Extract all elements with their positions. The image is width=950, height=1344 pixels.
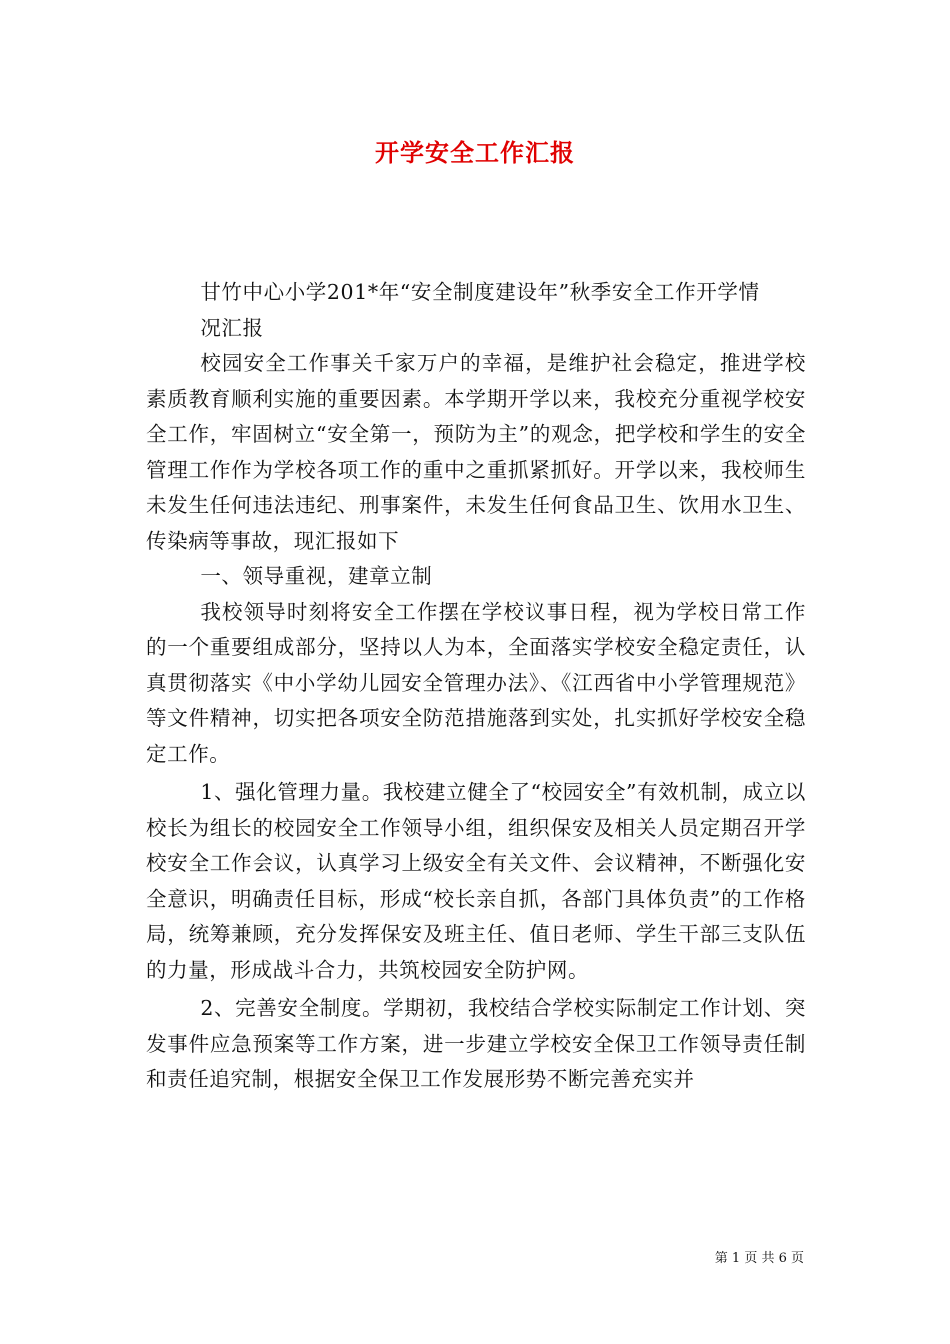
section-heading: 一、领导重视，建章立制: [200, 564, 433, 588]
report-heading-line-1: 甘竹中心小学201*年“安全制度建设年”秋季安全工作开学情: [200, 280, 760, 304]
document-body: [146, 275, 806, 1098]
section-paragraph: 我校领导时刻将安全工作摆在学校议事日程，视为学校日常工作的一个重要组成部分，坚持以人为本，全面落实学校安全稳定责任，认真贯彻落实《中小学幼儿园安全管理办法》、《江西省中小学管理规范》等文件精神，切实把各项安全防范措施落到实处，扎实抓好学校安全稳定工作。: [146, 599, 806, 766]
item-1-paragraph: 1、强化管理力量。我校建立健全了“校园安全”有效机制，成立以校长为组长的校园安全工作领导小组，组织保安及相关人员定期召开学校安全工作会议，认真学习上级安全有关文件、会议精神，不断强化安全意识，明确责任目标，形成“校长亲自抓，各部门具体负责”的工作格局，统筹兼顾，充分发挥保安及班主任、值日老师、学生干部三支队伍的力量，形成战斗合力，共筑校园安全防护网。: [146, 780, 806, 982]
document-title: 开学安全工作汇报: [375, 138, 575, 167]
item-2-paragraph: 2、完善安全制度。学期初，我校结合学校实际制定工作计划、突发事件应急预案等工作方案，进一步建立学校安全保卫工作领导责任制和责任追究制，根据安全保卫工作发展形势不断完善充实并: [146, 996, 806, 1091]
intro-paragraph: 校园安全工作事关千家万户的幸福，是维护社会稳定，推进学校素质教育顺利实施的重要因素。本学期开学以来，我校充分重视学校安全工作，牢固树立“安全第一，预防为主”的观念，把学校和学生的安全管理工作作为学校各项工作的重中之重抓紧抓好。开学以来，我校师生未发生任何违法违纪、刑事案件，未发生任何食品卫生、饮用水卫生、传染病等事故，现汇报如下: [146, 351, 806, 553]
report-heading-line-2: 况汇报: [200, 315, 264, 340]
page-number: 第 1 页 共 6 页: [714, 1251, 804, 1266]
